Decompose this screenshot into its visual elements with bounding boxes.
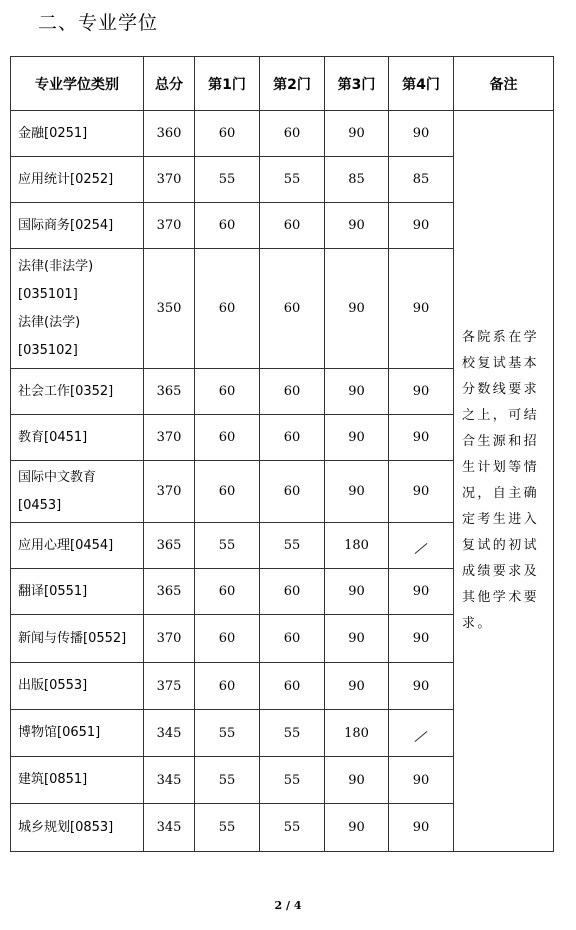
cell-not-applicable: [389, 710, 454, 757]
cell-s1: 55: [195, 804, 260, 852]
cell-s1: 55: [195, 523, 260, 569]
cell-s3: 90: [325, 663, 389, 710]
cell-s3: 90: [325, 461, 389, 523]
cell-s1: 60: [195, 111, 260, 157]
cell-total: 350: [144, 249, 195, 369]
cell-category: [11, 111, 144, 157]
cell-total: 375: [144, 663, 195, 710]
cell-s1: 60: [195, 249, 260, 369]
cell-total: 365: [144, 523, 195, 569]
category-line: 法律(法学): [18, 314, 81, 330]
cell-category: [11, 203, 144, 249]
table-header-row: [11, 57, 554, 111]
cell-s1: 60: [195, 569, 260, 615]
header-total: 总分: [144, 57, 195, 111]
category-line: 社会工作[0352]: [18, 383, 114, 399]
cell-s2: 60: [260, 203, 325, 249]
cell-category: [11, 757, 144, 804]
header-subject-1: 第1门: [195, 57, 260, 111]
cell-s3: 85: [325, 157, 389, 203]
cell-s2: 55: [260, 757, 325, 804]
cell-s2: 55: [260, 523, 325, 569]
cell-s3: 90: [325, 569, 389, 615]
cell-s1: 60: [195, 203, 260, 249]
page-total: 4: [293, 899, 302, 912]
cell-total: 370: [144, 415, 195, 461]
cell-s4: 90: [389, 615, 454, 663]
cell-s4: 90: [389, 663, 454, 710]
cell-category: [11, 523, 144, 569]
cell-total: 365: [144, 369, 195, 415]
cell-s3: 90: [325, 615, 389, 663]
cell-total: 370: [144, 203, 195, 249]
category-line: 法律(非法学): [18, 258, 94, 274]
category-line: 国际中文教育: [18, 469, 97, 485]
cell-total: 365: [144, 569, 195, 615]
cell-s3: 90: [325, 203, 389, 249]
section-title: 二、专业学位: [38, 12, 159, 34]
cell-s3: 90: [325, 249, 389, 369]
cell-s4: 90: [389, 111, 454, 157]
table-row: [11, 111, 554, 157]
header-subject-4: 第4门: [389, 57, 454, 111]
cell-s1: 60: [195, 615, 260, 663]
category-line: 出版[0553]: [18, 678, 88, 693]
category-line: 教育[0451]: [18, 429, 88, 445]
slash-mark: [415, 730, 428, 741]
cell-s2: 55: [260, 710, 325, 757]
cell-s3: 180: [325, 710, 389, 757]
cell-s2: 60: [260, 569, 325, 615]
cell-s1: 55: [195, 710, 260, 757]
category-line: 金融[0251]: [18, 125, 88, 141]
cell-s3: 90: [325, 415, 389, 461]
cell-total: 345: [144, 804, 195, 852]
cell-category: [11, 415, 144, 461]
cell-s4: 90: [389, 415, 454, 461]
cell-total: 360: [144, 111, 195, 157]
cell-s2: 60: [260, 663, 325, 710]
cell-s2: 60: [260, 249, 325, 369]
cell-category: [11, 663, 144, 710]
cell-s1: 60: [195, 369, 260, 415]
category-line: 应用心理[0454]: [18, 537, 114, 553]
cell-s4: 90: [389, 569, 454, 615]
cell-category: [11, 157, 144, 203]
score-table: [10, 56, 554, 852]
cell-remark: 各院系在学校复试基本分数线要求之上，可结合生源和招生计划等情况，自主确定考生进入复试的初试成绩要求及其他学术要求。: [454, 111, 554, 852]
cell-s2: 60: [260, 111, 325, 157]
cell-s1: 55: [195, 757, 260, 804]
cell-s2: 60: [260, 369, 325, 415]
category-line: 博物馆[0651]: [18, 725, 101, 740]
cell-s3: 90: [325, 757, 389, 804]
slash-mark: [415, 543, 428, 554]
cell-category: [11, 804, 144, 852]
cell-s2: 60: [260, 415, 325, 461]
cell-total: 370: [144, 615, 195, 663]
cell-not-applicable: [389, 523, 454, 569]
header-remark: 备注: [454, 57, 554, 111]
cell-s4: 90: [389, 369, 454, 415]
cell-category: [11, 369, 144, 415]
cell-s4: 90: [389, 203, 454, 249]
cell-s3: 90: [325, 804, 389, 852]
cell-s1: 60: [195, 415, 260, 461]
cell-s2: 55: [260, 804, 325, 852]
header-subject-3: 第3门: [325, 57, 389, 111]
cell-total: 370: [144, 157, 195, 203]
category-line: [035101]: [18, 286, 78, 302]
cell-s4: 90: [389, 461, 454, 523]
category-line: 新闻与传播[0552]: [18, 630, 127, 646]
cell-category: [11, 249, 144, 369]
cell-category: [11, 615, 144, 663]
category-line: [0453]: [18, 497, 62, 513]
cell-category: [11, 710, 144, 757]
category-line: 应用统计[0252]: [18, 171, 114, 187]
page-separator: /: [285, 899, 291, 912]
cell-total: 345: [144, 710, 195, 757]
header-category: 专业学位类别: [11, 57, 144, 111]
cell-s3: 180: [325, 523, 389, 569]
category-line: 翻译[0551]: [18, 583, 88, 599]
category-line: 城乡规划[0853]: [18, 819, 114, 835]
cell-s3: 90: [325, 369, 389, 415]
cell-s4: 90: [389, 804, 454, 852]
category-line: 建筑[0851]: [18, 772, 88, 787]
header-subject-2: 第2门: [260, 57, 325, 111]
cell-category: [11, 461, 144, 523]
cell-s2: 60: [260, 461, 325, 523]
cell-s4: 85: [389, 157, 454, 203]
cell-s3: 90: [325, 111, 389, 157]
page-number: [0, 899, 576, 912]
cell-s1: 60: [195, 461, 260, 523]
cell-s4: 90: [389, 757, 454, 804]
category-line: 国际商务[0254]: [18, 217, 114, 233]
cell-total: 370: [144, 461, 195, 523]
cell-s4: 90: [389, 249, 454, 369]
cell-s2: 55: [260, 157, 325, 203]
category-line: [035102]: [18, 342, 78, 358]
cell-s1: 60: [195, 663, 260, 710]
cell-category: [11, 569, 144, 615]
page-current: 2: [274, 899, 283, 912]
cell-total: 345: [144, 757, 195, 804]
cell-s2: 60: [260, 615, 325, 663]
cell-s1: 55: [195, 157, 260, 203]
